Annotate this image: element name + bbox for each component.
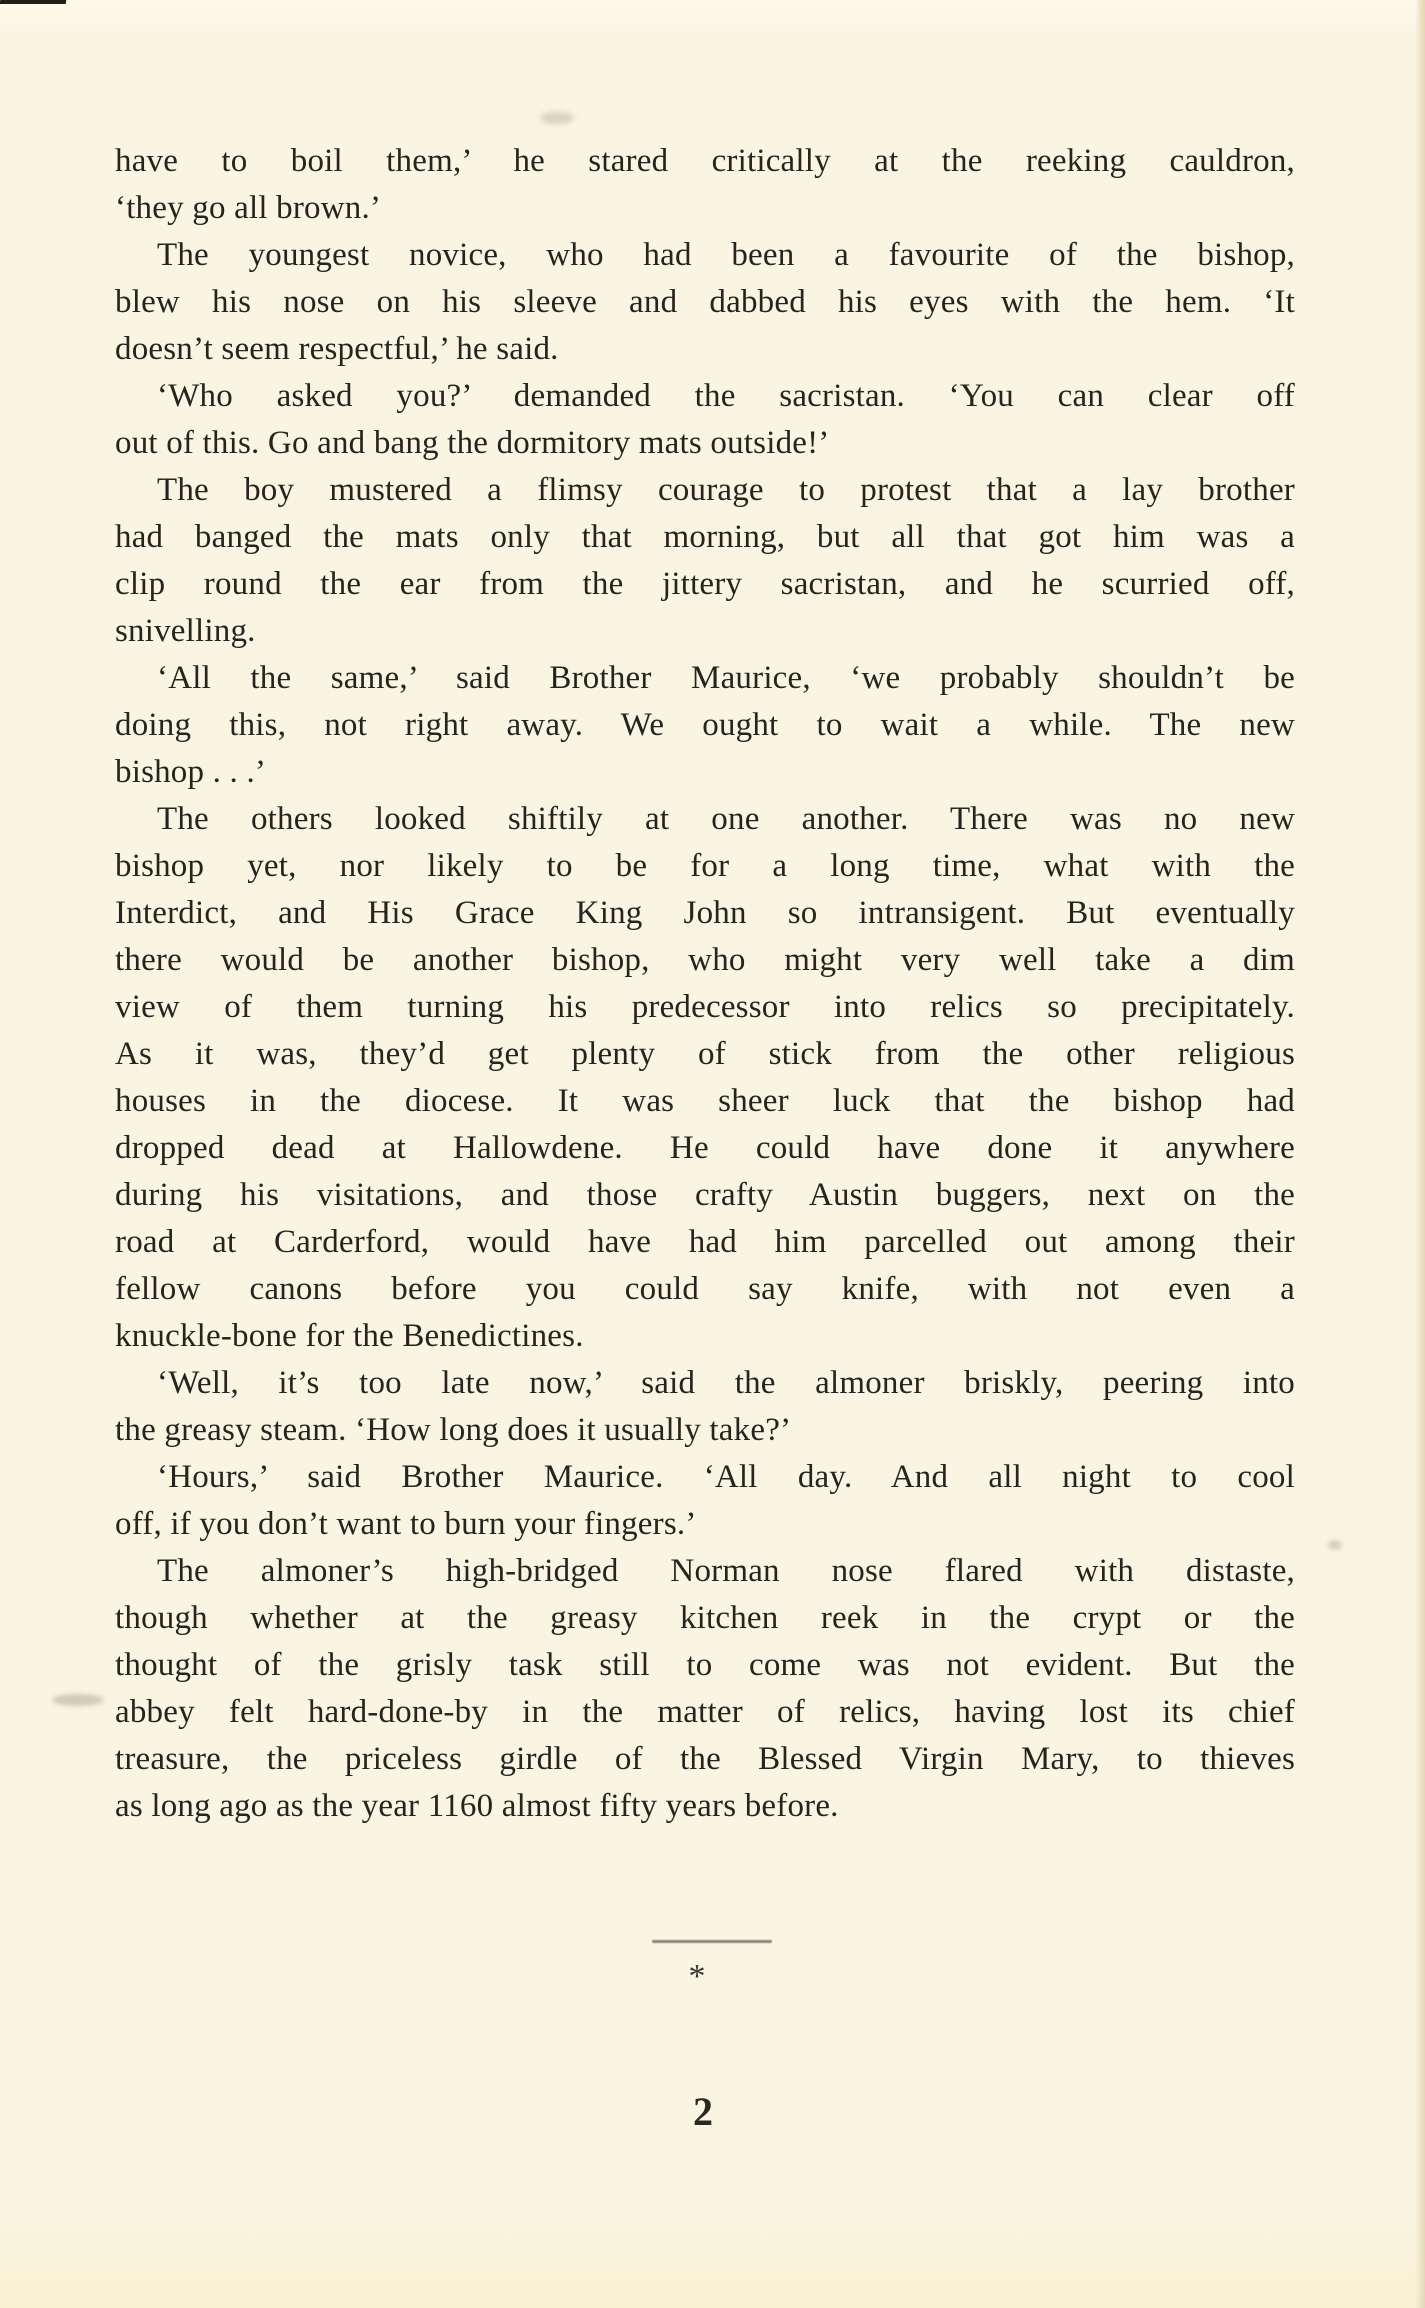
text-line: snivelling. [115,613,256,649]
text-line: ‘they go all brown.’ [115,190,382,226]
text-line: as long ago as the year 1160 almost fifty years before. [115,1788,839,1824]
text-line: houses in the diocese. It was sheer luck that the bishop had [115,1083,1295,1119]
scan-smudge [1328,1540,1342,1550]
page-edge-shadow [1415,0,1425,2308]
text-line: ‘Hours,’ said Brother Maurice. ‘All day. And all night to cool [157,1459,1295,1495]
text-line: The almoner’s high-bridged Norman nose flared with distaste, [157,1553,1295,1589]
text-line: though whether at the greasy kitchen reek in the crypt or the [115,1600,1295,1636]
text-line: bishop yet, nor likely to be for a long time, what with the [115,848,1295,884]
scan-smudge [52,1694,104,1706]
asterisk-separator: * [688,1958,706,1995]
text-line: the greasy steam. ‘How long does it usually take?’ [115,1412,792,1448]
page-text [115,138,1295,1830]
text-line: clip round the ear from the jittery sacristan, and he scurried off, [115,566,1295,602]
text-line: blew his nose on his sleeve and dabbed his eyes with the hem. ‘It [115,284,1295,320]
text-line: had banged the mats only that morning, but all that got him was a [115,519,1295,555]
scan-artifact-top-sliver [0,0,66,4]
text-line: The youngest novice, who had been a favourite of the bishop, [157,237,1295,273]
text-line: there would be another bishop, who might very well take a dim [115,942,1295,978]
text-line: thought of the grisly task still to come was not evident. But the [115,1647,1295,1683]
text-line: during his visitations, and those crafty Austin buggers, next on the [115,1177,1295,1213]
text-line: The others looked shiftily at one another. There was no new [157,801,1295,837]
text-line: doesn’t seem respectful,’ he said. [115,331,559,367]
text-line: doing this, not right away. We ought to wait a while. The new [115,707,1295,743]
text-line: Interdict, and His Grace King John so intransigent. But eventually [115,895,1295,931]
text-line: road at Carderford, would have had him parcelled out among their [115,1224,1295,1260]
page-number: 2 [693,2089,713,2134]
text-line: ‘Well, it’s too late now,’ said the almoner briskly, peering into [157,1365,1295,1401]
text-line: out of this. Go and bang the dormitory mats outside!’ [115,425,830,461]
text-line: have to boil them,’ he stared critically at the reeking cauldron, [115,143,1295,179]
text-line: treasure, the priceless girdle of the Blessed Virgin Mary, to thieves [115,1741,1295,1777]
text-line: The boy mustered a flimsy courage to protest that a lay brother [157,472,1295,508]
text-line: ‘Who asked you?’ demanded the sacristan. ‘You can clear off [157,378,1295,414]
text-line: ‘All the same,’ said Brother Maurice, ‘we probably shouldn’t be [157,660,1295,696]
scan-artifact-streak [652,1940,772,1943]
scan-smudge [540,112,574,124]
text-line: knuckle-bone for the Benedictines. [115,1318,584,1354]
text-line: abbey felt hard-done-by in the matter of relics, having lost its chief [115,1694,1295,1730]
text-line: view of them turning his predecessor into relics so precipitately. [115,989,1295,1025]
text-line: As it was, they’d get plenty of stick from the other religious [115,1036,1295,1072]
text-line: dropped dead at Hallowdene. He could have done it anywhere [115,1130,1295,1166]
section-separator [115,1958,1295,1996]
text-line: bishop . . .’ [115,754,267,790]
text-line: off, if you don’t want to burn your fingers.’ [115,1506,697,1542]
text-line: fellow canons before you could say knife, with not even a [115,1271,1295,1307]
